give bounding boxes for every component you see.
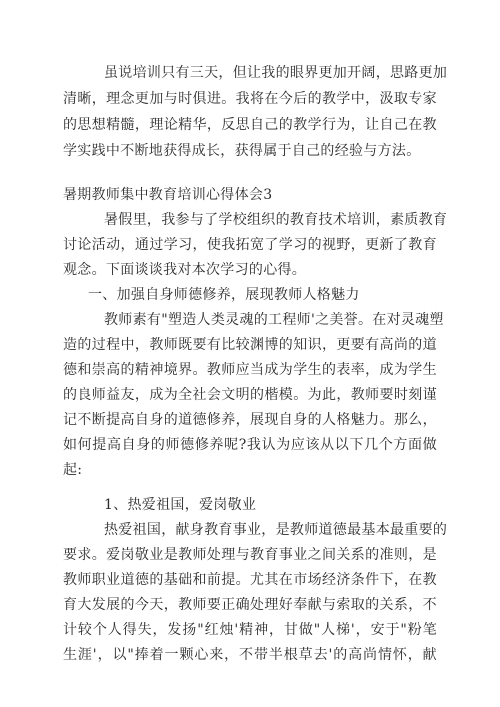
paragraph-line: 如何提高自身的师德修养呢?我认为应该从以下几个方面做	[63, 437, 437, 453]
paragraph-line: 虽说培训只有三天，但让我的眼界更加开阔，思路更加	[104, 65, 448, 81]
subheading: 一、加强自身师德修养，展现教师人格魅力	[88, 287, 360, 303]
section-title: 暑期教师集中教育培训心得体会3	[63, 187, 273, 203]
paragraph-line: 记不断提高自身的道德修养，展现自身的人格魅力。那么，	[63, 412, 437, 428]
paragraph-line: 教师素有"塑造人类灵魂的工程师'之美誉。在对灵魂塑	[104, 312, 444, 328]
paragraph-line: 德和崇高的精神境界。教师应当成为学生的表率，成为学生	[63, 362, 437, 378]
paragraph-line: 学实践中不断地获得成长，获得属于自己的经验与方法。	[63, 143, 421, 159]
paragraph-line: 起:	[63, 462, 83, 478]
paragraph-line: 清晰，理念更加与时俱进。我将在今后的教学中，汲取专家	[63, 91, 437, 107]
paragraph-line: 要求。爱岗敬业是教师处理与教育事业之间关系的准则，是	[63, 547, 437, 563]
paragraph-line: 教师职业道德的基础和前提。尤其在市场经济条件下，在教	[63, 572, 437, 588]
paragraph-line: 育大发展的今天，教师要正确处理好奉献与索取的关系，不	[63, 597, 437, 613]
paragraph-line: 讨论活动，通过学习，使我拓宽了学习的视野，更新了教育	[63, 237, 437, 253]
paragraph-line: 生涯'，以"捧着一颗心来，不带半根草去'的高尚情怀，献	[63, 647, 437, 663]
paragraph-line: 热爱祖国，献身教育事业，是教师道德最基本最重要的	[104, 522, 448, 538]
paragraph-line: 暑假里，我参与了学校组织的教育技术培训，素质教育	[104, 212, 448, 228]
paragraph-line: 的良师益友，成为全社会文明的楷模。为此，教师要时刻谨	[63, 387, 437, 403]
subheading: 1、热爱祖国，爱岗敬业	[104, 497, 257, 513]
paragraph-line: 的思想精髓，理论精华，反思自己的教学行为，让自己在教	[63, 117, 437, 133]
paragraph-line: 观念。下面谈谈我对本次学习的心得。	[63, 262, 307, 278]
paragraph-line: 造的过程中，教师既要有比较渊博的知识，更要有高尚的道	[63, 337, 437, 353]
paragraph-line: 计较个人得失，发扬"红烛'精神，甘做"人梯'，安于"粉笔	[63, 622, 437, 638]
